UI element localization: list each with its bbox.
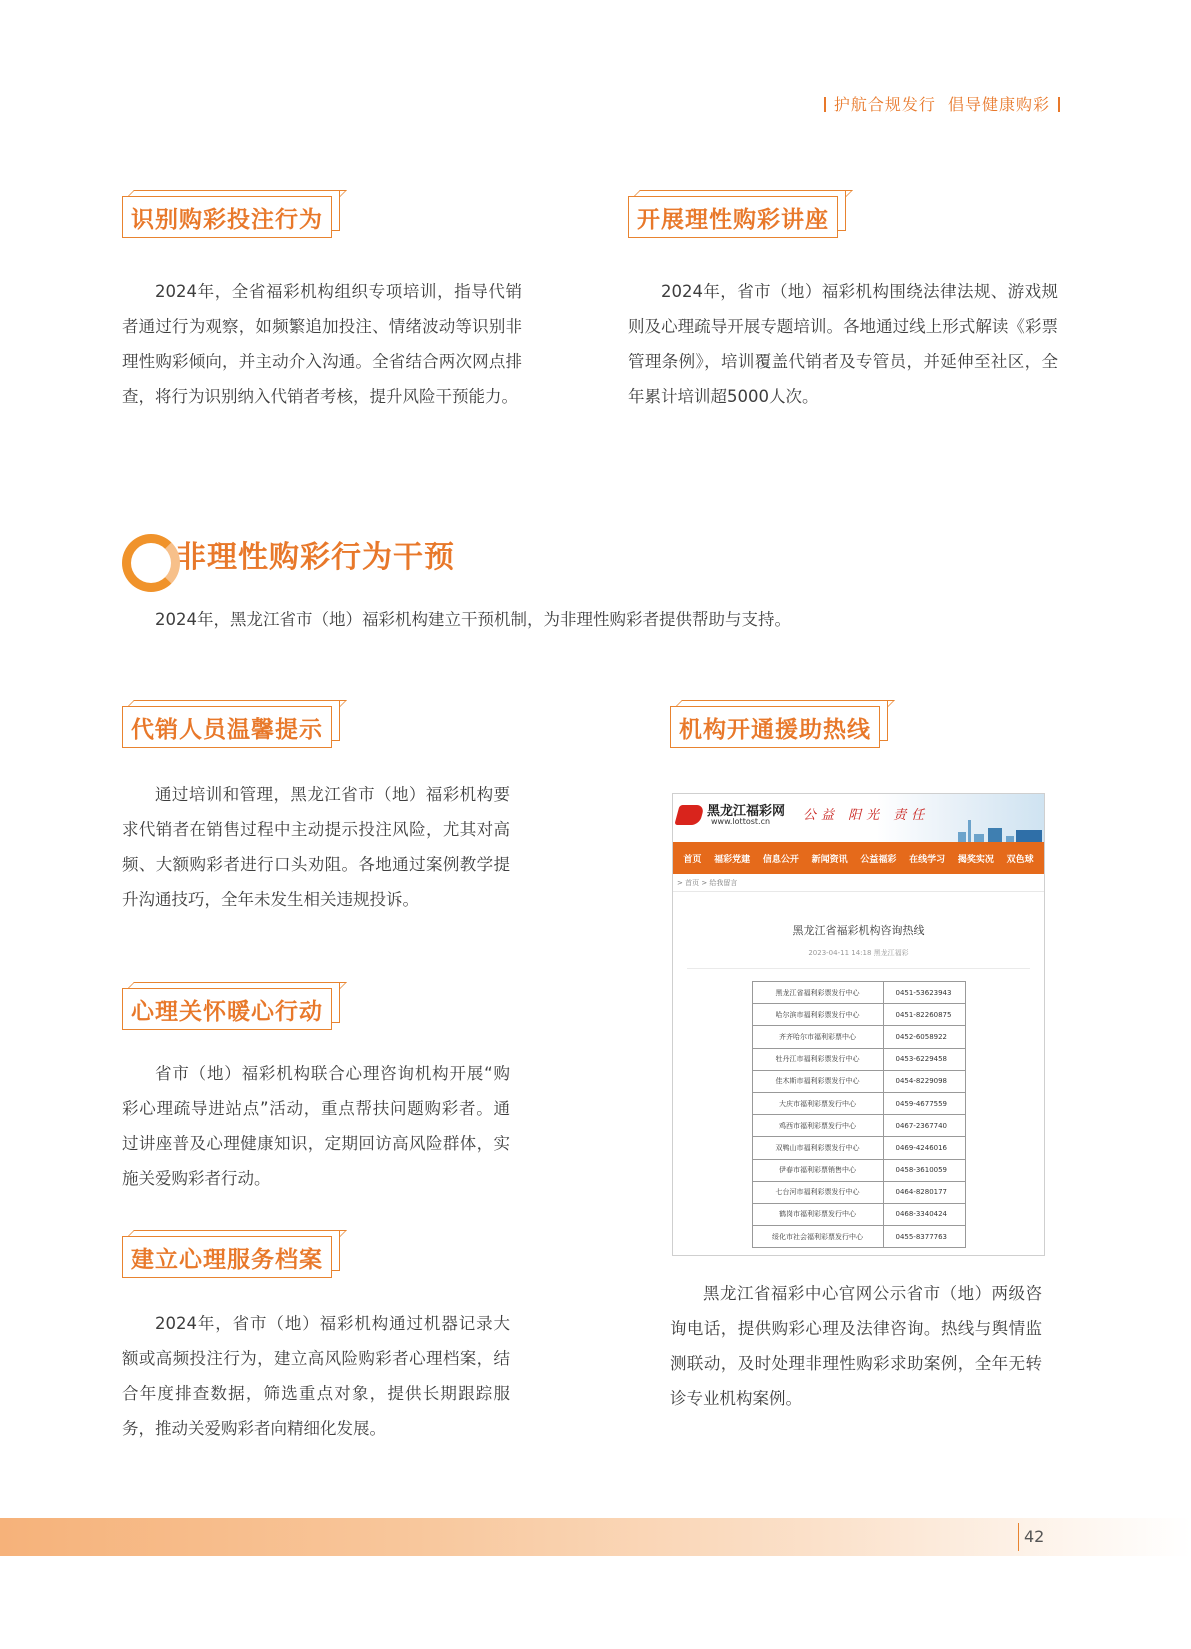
table-cell-name: 牡丹江市福利彩票发行中心	[752, 1048, 883, 1070]
table-row	[752, 1004, 965, 1026]
section-heading-text: 非理性购彩行为干预	[176, 540, 455, 575]
table-cell-phone: 0455-8377763	[883, 1226, 965, 1248]
table-cell-name: 黑龙江省福利彩票发行中心	[752, 982, 883, 1004]
section-heading	[122, 532, 455, 576]
reminder-title: 代销人员温馨提示	[131, 716, 323, 743]
nav-item: 双色球	[1006, 854, 1034, 865]
nav-item: 新闻资讯	[811, 854, 848, 865]
lecture-body: 2024年，省市（地）福彩机构围绕法律法规、游戏规则及心理疏导开展专题培训。各地通过线上形式解读《彩票管理条例》，培训覆盖代销者及专管员，并延伸至社区，全年累计培训超5000人次。	[628, 282, 1058, 406]
nav-item: 揭奖实况	[957, 854, 994, 865]
table-cell-name: 哈尔滨市福利彩票发行中心	[752, 1004, 883, 1026]
website-breadcrumb: > 首页 > 给我留言	[673, 874, 1044, 892]
website-article-title: 黑龙江省福彩机构咨询热线	[792, 924, 925, 937]
table-cell-phone: 0458-3610059	[883, 1159, 965, 1181]
archive-body: 2024年，省市（地）福彩机构通过机器记录大额或高频投注行为，建立高风险购彩者心理档案，结合年度排查数据，筛选重点对象，提供长期跟踪服务，推动关爱购彩者向精细化发展。	[122, 1314, 510, 1438]
lecture-title-box	[628, 196, 838, 238]
section-intro: 2024年，黑龙江省市（地）福彩机构建立干预机制，为非理性购彩者提供帮助与支持。	[155, 610, 791, 629]
nav-item: 首页	[683, 854, 702, 865]
section-logo-icon	[122, 534, 162, 574]
reminder-title-box	[122, 706, 332, 748]
divider	[687, 968, 1030, 969]
table-row	[752, 1137, 965, 1159]
hotline-body: 黑龙江省福彩中心官网公示省市（地）两级咨询电话，提供购彩心理及法律咨询。热线与舆情监测联动，及时处理非理性购彩求助案例，全年无转诊专业机构案例。	[670, 1284, 1042, 1408]
table-cell-name: 鸡西市福利彩票发行中心	[752, 1115, 883, 1137]
hotline-title-box	[670, 706, 880, 748]
website-logo-name: 黑龙江福彩网	[707, 804, 786, 819]
table-cell-phone: 0459-4677559	[883, 1092, 965, 1114]
lottery-logo-icon	[677, 803, 703, 827]
table-cell-phone: 0451-53623943	[883, 982, 965, 1004]
table-cell-name: 双鸭山市福利彩票发行中心	[752, 1137, 883, 1159]
table-cell-name: 七台河市福利彩票发行中心	[752, 1181, 883, 1203]
table-cell-phone: 0469-4246016	[883, 1137, 965, 1159]
table-row	[752, 1048, 965, 1070]
table-cell-name: 伊春市福利彩票销售中心	[752, 1159, 883, 1181]
table-cell-phone: 0453-6229458	[883, 1048, 965, 1070]
archive-title: 建立心理服务档案	[131, 1246, 323, 1273]
table-cell-name: 大庆市福利彩票发行中心	[752, 1092, 883, 1114]
table-cell-name: 绥化市社会福利彩票发行中心	[752, 1226, 883, 1248]
hotline-table	[752, 981, 966, 1248]
care-title: 心理关怀暖心行动	[131, 998, 323, 1025]
archive-title-box	[122, 1236, 332, 1278]
table-row	[752, 1092, 965, 1114]
website-screenshot	[672, 793, 1045, 1256]
website-nav	[673, 842, 1044, 874]
nav-item: 在线学习	[909, 854, 946, 865]
table-cell-name: 齐齐哈尔市福利彩票中心	[752, 1026, 883, 1048]
care-body: 省市（地）福彩机构联合心理咨询机构开展“购彩心理疏导进站点”活动，重点帮扶问题购彩者。通过讲座普及心理健康知识，定期回访高风险群体，实施关爱购彩者行动。	[122, 1064, 510, 1188]
table-row	[752, 1070, 965, 1092]
page-number: 42	[1018, 1523, 1044, 1551]
identify-title-box	[122, 196, 332, 238]
header-tagline: 护航合规发行 倡导健康购彩	[833, 95, 1050, 114]
website-logo-url: www.lottost.cn	[711, 817, 771, 826]
lecture-title: 开展理性购彩讲座	[637, 206, 829, 233]
table-cell-phone: 0451-82260875	[883, 1004, 965, 1026]
nav-item: 信息公开	[762, 854, 799, 865]
table-row	[752, 1181, 965, 1203]
divider	[824, 97, 826, 112]
reminder-body: 通过培训和管理，黑龙江省市（地）福彩机构要求代销者在销售过程中主动提示投注风险，尤其对高频、大额购彩者进行口头劝阻。各地通过案例教学提升沟通技巧，全年未发生相关违规投诉。	[122, 785, 510, 909]
website-article-meta: 2023-04-11 14:18 黑龙江福彩	[808, 949, 909, 957]
table-row	[752, 1115, 965, 1137]
table-row	[752, 1226, 965, 1248]
table-cell-phone: 0452-6058922	[883, 1026, 965, 1048]
identify-title: 识别购彩投注行为	[131, 206, 323, 233]
table-cell-phone: 0468-3340424	[883, 1203, 965, 1225]
nav-item: 福彩党建	[714, 854, 751, 865]
divider	[1058, 97, 1060, 112]
table-row	[752, 982, 965, 1004]
hotline-title: 机构开通援助热线	[679, 716, 871, 743]
table-cell-phone: 0467-2367740	[883, 1115, 965, 1137]
nav-item: 公益福彩	[860, 854, 897, 865]
footer-bar	[0, 1518, 1191, 1556]
table-row	[752, 1159, 965, 1181]
table-cell-phone: 0464-8280177	[883, 1181, 965, 1203]
skyline-icon	[954, 818, 1044, 842]
table-row	[752, 1026, 965, 1048]
table-row	[752, 1203, 965, 1225]
website-banner	[673, 794, 1044, 842]
website-slogan: 公益 阳光 责任	[803, 808, 930, 823]
header-tagline-wrap	[816, 92, 1068, 115]
table-cell-name: 鹤岗市福利彩票发行中心	[752, 1203, 883, 1225]
table-cell-name: 佳木斯市福利彩票发行中心	[752, 1070, 883, 1092]
care-title-box	[122, 988, 332, 1030]
identify-body: 2024年，全省福彩机构组织专项培训，指导代销者通过行为观察，如频繁追加投注、情绪波动等识别非理性购彩倾向，并主动介入沟通。全省结合两次网点排查，将行为识别纳入代销者考核，提升风险干预能力。	[122, 282, 522, 406]
table-cell-phone: 0454-8229098	[883, 1070, 965, 1092]
